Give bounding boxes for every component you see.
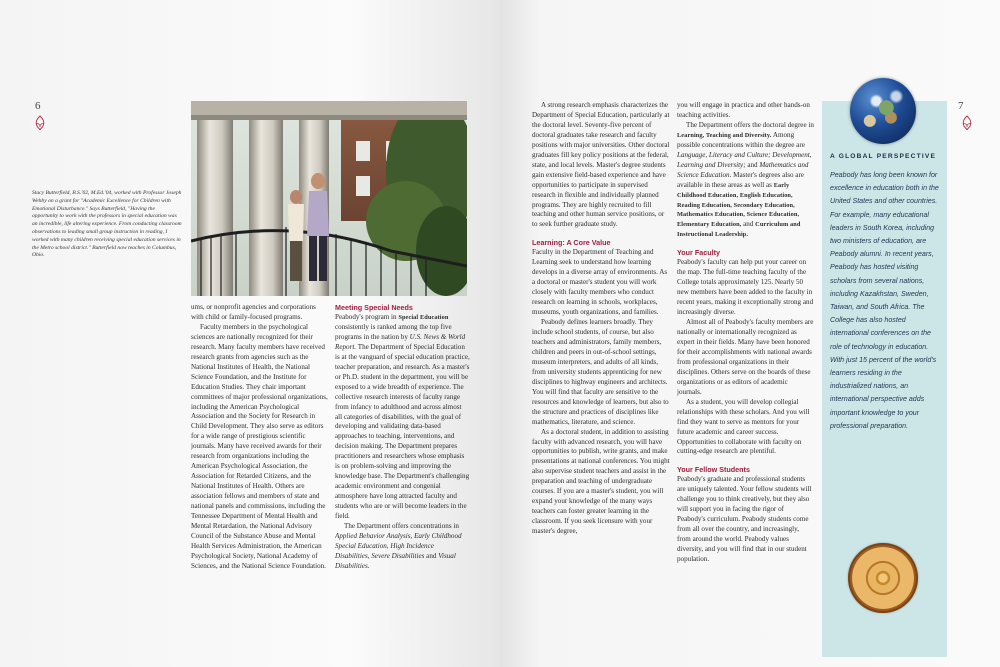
column-4 — [677, 101, 814, 657]
photo-caption: Stacy Butterfield, B.S.'02, M.Ed.'04, worked with Professor Joseph Wehby on a grant for "Academic Excellence for Children with Emotional Disturbance." Says Butterfield, "Having the opportunity to work with the professors in special education was an incredible, life altering experience. From conducting classroom observations to leading small group instruction in reading, I worked with many children receiving special education services in the Metro school district." Butterfield now teaches in Columbus, Ohio. — [32, 190, 182, 259]
campus-photo — [191, 101, 467, 296]
paragraph: Peabody's faculty can help put your career on the map. The full-time teaching faculty of the College totals approximately 125. Nearly 50 new members have been added to the faculty in recent years, making it exceptionally strong and increasingly diverse. — [677, 258, 814, 317]
column-3 — [532, 101, 670, 657]
paragraph: you will engage in practica and other hands-on teaching activities. — [677, 101, 810, 119]
sidebar-title: A GLOBAL PERSPECTIVE — [830, 153, 937, 160]
column-2 — [335, 303, 470, 603]
paragraph: Faculty in the Department of Teaching and Learning seek to understand how learning develops in a diverse array of environments. As a doctoral or master's student you will work closely with faculty members who conduct research on learning in schools, workplaces, museums, youth organizations, and families. — [532, 248, 668, 317]
section-heading: Your Faculty — [677, 248, 720, 258]
paragraph: ums, or nonprofit agencies and corporations with child or family-focused programs. — [191, 303, 316, 321]
section-heading: Learning: A Core Value — [532, 238, 611, 248]
paragraph: As a student, you will develop collegial relationships with these scholars. And you will find they want to serve as mentors for your future academic and career success. Opportunities to collaborate with faculty on cutting-edge research are plentiful. — [677, 397, 810, 456]
ornament-icon — [33, 115, 47, 131]
paragraph: Almost all of Peabody's faculty members are nationally or internationally recognized as expert in their fields. Many have been honored for their accomplishments with national awards from professional organizations in their disciplines. Others serve on the boards of these organizations or as editors of academic journals. — [677, 318, 814, 396]
seal-image — [848, 543, 918, 613]
paragraph: A strong research emphasis characterizes the Department of Special Education, particularly at the doctoral level. Seventy-five percent of doctoral graduates take research and faculty positions with major universities. Other doctoral graduates fill key policy positions at the federal, state, and local levels. Master's degree students gain extensive field-based experience and have opportunities to participate in supervised research in flexible and individually planned programs. They are highly recruited to fill teaching and other human service positions, or to seek further graduate study. — [532, 101, 670, 229]
paragraph: Peabody's program in Special Education consistently is ranked among the top five programs in the nation by U.S. News & World Report. The Department of Special Education is at the vanguard of special education practice, teacher preparation, and research. As a master's or Ph.D. student in the department, you will be exposed to a wide breadth of experience. The collective research interests of faculty range from infancy to adulthood and across almost all categories of disabilities, with the goal of developing and validating data-based approaches to teaching, interventions, and decision making. The Department prepares practitioners and researchers whose emphasis is on problem-solving and improving the knowledge base. The Department's challenging academic environment and congenial atmosphere have long attracted faculty and students who are or will become leaders in the field. — [335, 313, 470, 521]
paragraph: The Department offers concentrations in Applied Behavior Analysis, Early Childhood Special Education, High Incidence Disabilities, Severe Disabilities and Visual Disabilities. — [335, 522, 462, 570]
paragraph: As a doctoral student, in addition to assisting faculty with advanced research, you will have opportunities to publish, write grants, and make presentations at national conferences. You might also supervise student teachers and assist in the preparation and teaching of undergraduate courses. If you are a master's student, you will expand your knowledge of the many ways teachers can foster greater learning in the classroom. If you seek licensure with your master's degree, — [532, 427, 670, 536]
paragraph: The Department offers the doctoral degree in Learning, Teaching and Diversity. Among possible concentrations within the degree are Language, Literacy and Culture; Development, Learning and Diversity; and Mathematics and Science Education. Master's degrees also are available in these areas as well as Early Childhood Education, English Education, Reading Education, Secondary Education, Mathematics Education, Science Education, Elementary Education, and Curriculum and Instructional Leadership. — [677, 120, 814, 239]
column-1 — [191, 303, 329, 613]
globe-image — [850, 78, 916, 144]
paragraph: Peabody's graduate and professional students are uniquely talented. Your fellow students will challenge you to think creatively, but they also will support you in facing the rigor of Peabody's curriculum. Peabody students come from all over the country, and increasingly, from around the world. Peabody values diversity, and you will find that in our student population. — [677, 475, 812, 564]
section-heading: Your Fellow Students — [677, 465, 750, 475]
section-heading: Meeting Special Needs — [335, 303, 413, 312]
ornament-icon — [960, 115, 974, 131]
columns-photo-image — [191, 101, 467, 296]
paragraph: Peabody defines learners broadly. They include school students, of course, but also teachers and administrators, family members, children and peers in out-of-school settings, museum interpreters, and adults of all kinds, from university students apprenticing for new disciplines to highway engineers and architects. You will find that faculty are sensitive to the resources and knowledge of learners, but also to the structure and practices of disciplines like mathematics, literature, and science. — [532, 318, 669, 426]
sidebar-text: Peabody has long been known for excellence in education both in the United States and other countries. For example, many educational leaders in South Korea, including two ministers of education, are Peabody alumni. In recent years, Peabody has hosted visiting scholars from several nations, including Kazakhstan, Sweden, Taiwan, and South Africa. The College has also hosted international conferences on the role of technology in education. With just 15 percent of the world's learners residing in the industrialized nations, an international perspective adds important knowledge to your professional preparation. — [830, 171, 939, 430]
paragraph: Faculty members in the psychological sciences are nationally recognized for their research. Many faculty members have received research grants from agencies such as the National Institutes of Health, the National Science Foundation, and the Institute for Education Studies. They chair important committees of major professional organizations, including the American Psychological Association and the Society for Research in Child Development. They also serve as editors for a wide range of prestigious scientific journals. Many have received awards for their research from organizations including the American Psychological Association, the Association for Retarded Citizens, and the National Institutes of Health. Others are association fellows and members of state and national panels and commissions, including the Tennessee Department of Mental Health and Mental Retardation, the National Advisory Council of the Substance Abuse and Mental Health Services Administration, the American Psychological Society, National Academy of Sciences, and the National Science Foundation. — [191, 322, 328, 570]
page-number-right: 7 — [958, 100, 964, 112]
page-number-left: 6 — [35, 100, 41, 112]
